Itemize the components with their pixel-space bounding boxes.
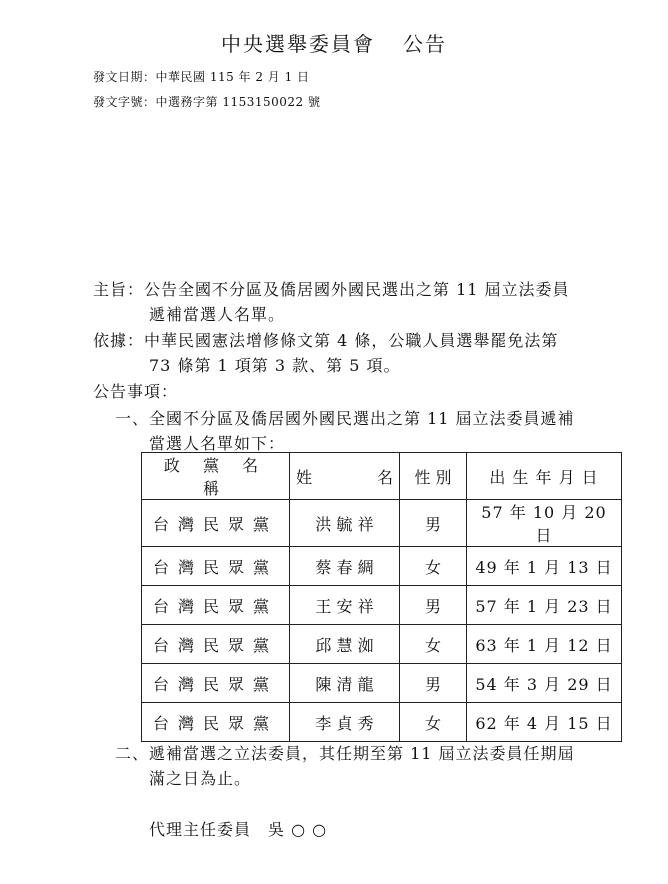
table-row: [142, 625, 622, 664]
cell-party: 台灣民眾黨: [142, 625, 290, 664]
basis-line-2: 73 條第 1 項第 3 款、第 5 項。: [149, 356, 401, 375]
header-givenname: 名: [376, 467, 393, 487]
cell-dob: 63 年 1 月 12 日: [467, 625, 622, 664]
item1-line-1: 一、全國不分區及僑居國外國民選出之第 11 屆立法委員遞補: [115, 409, 575, 428]
items-heading: 公告事項：: [93, 382, 179, 401]
cell-name: 王 安 祥: [290, 586, 400, 625]
header-party: 政 黨 名 稱: [142, 453, 290, 500]
cell-gender: 女: [400, 625, 467, 664]
title-org: 中央選舉委員會: [221, 32, 375, 56]
elected-list-table: [141, 452, 622, 742]
table-row: [142, 703, 622, 742]
cell-dob: 57 年 10 月 20 日: [467, 500, 622, 547]
cell-party: 台灣民眾黨: [142, 664, 290, 703]
subject-line-2: 遞補當選人名單。: [149, 305, 286, 324]
basis-line-1: 依據：中華民國憲法增修條文第 4 條，公職人員選舉罷免法第: [93, 331, 559, 350]
document-title: [0, 28, 668, 57]
table-row: [142, 500, 622, 547]
cell-gender: 男: [400, 586, 467, 625]
cell-party: 台灣民眾黨: [142, 500, 290, 547]
subject-line-1: 主旨：公告全國不分區及僑居國外國民選出之第 11 屆立法委員: [93, 280, 570, 299]
cell-name: 邱 慧 洳: [290, 625, 400, 664]
cell-party: 台灣民眾黨: [142, 703, 290, 742]
table-row: [142, 547, 622, 586]
cell-name: 洪 毓 祥: [290, 500, 400, 547]
cell-dob: 57 年 1 月 23 日: [467, 586, 622, 625]
cell-name: 陳 清 龍: [290, 664, 400, 703]
cell-dob: 62 年 4 月 15 日: [467, 703, 622, 742]
cell-gender: 女: [400, 547, 467, 586]
item1-line-2: 當選人名單如下：: [149, 434, 286, 453]
table-row: [142, 586, 622, 625]
table-row: [142, 664, 622, 703]
cell-gender: 女: [400, 703, 467, 742]
cell-party: 台灣民眾黨: [142, 547, 290, 586]
cell-dob: 49 年 1 月 13 日: [467, 547, 622, 586]
item2-line-1: 二、遞補當選之立法委員，其任期至第 11 屆立法委員任期屆: [115, 744, 575, 763]
cell-name: 李 貞 秀: [290, 703, 400, 742]
cell-gender: 男: [400, 500, 467, 547]
cell-party: 台灣民眾黨: [142, 586, 290, 625]
item2-line-2: 滿之日為止。: [149, 769, 252, 788]
cell-gender: 男: [400, 664, 467, 703]
cell-name: 蔡 春 綢: [290, 547, 400, 586]
issue-date: 發文日期：中華民國 115 年 2 月 1 日: [93, 70, 310, 84]
title-notice: 公告: [403, 32, 447, 56]
cell-dob: 54 年 3 月 29 日: [467, 664, 622, 703]
header-dob: 出 生 年 月 日: [467, 453, 622, 500]
header-surname: 姓: [296, 467, 313, 487]
header-gender: 性 別: [400, 453, 467, 500]
table-header-row: [142, 453, 622, 500]
reference-number: 發文字號：中選務字第 1153150022 號: [93, 95, 321, 109]
header-name: [290, 453, 400, 500]
signature-line: 代理主任委員 吳 ○ ○: [149, 820, 328, 839]
